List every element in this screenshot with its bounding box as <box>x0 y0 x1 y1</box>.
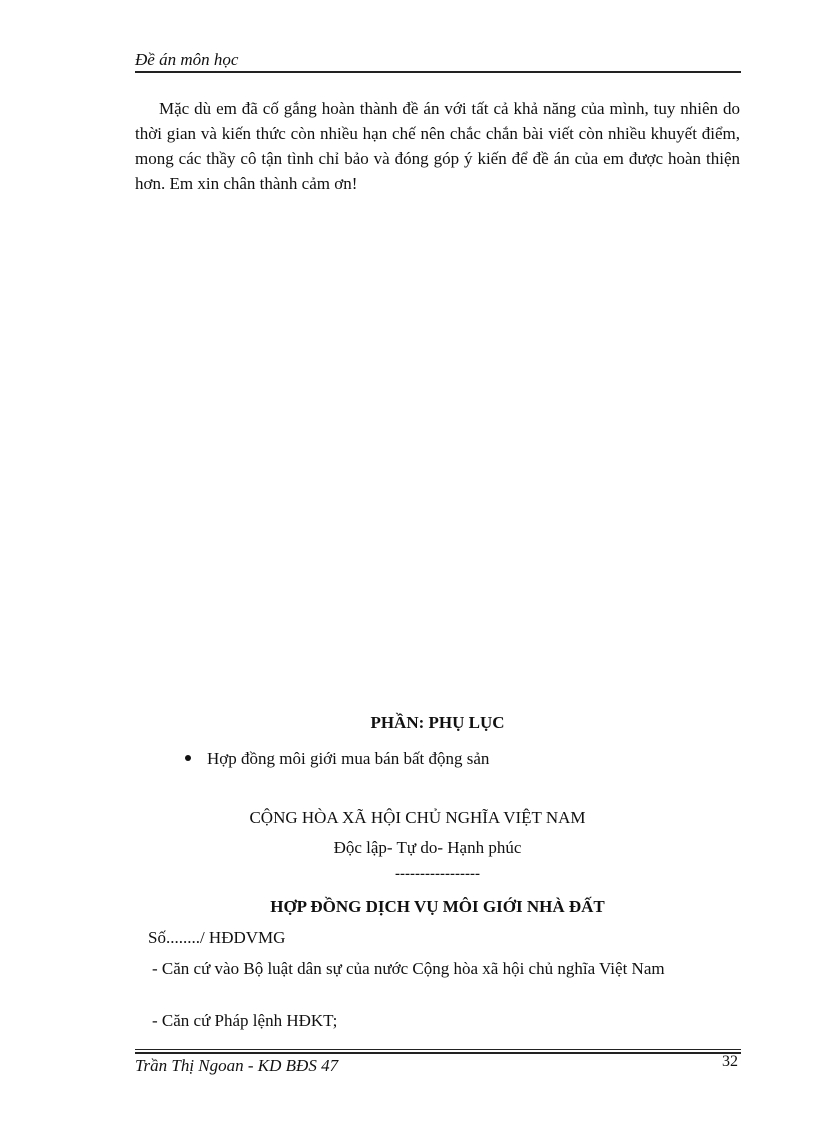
section-title: PHẦN: PHỤ LỤC <box>370 713 505 732</box>
contract-title: HỢP ĐỒNG DỊCH VỤ MÔI GIỚI NHÀ ĐẤT <box>270 897 605 916</box>
footer-rule <box>135 1052 741 1054</box>
header-title: Đề án môn học <box>135 50 239 69</box>
legal-basis-item: - Căn cứ vào Bộ luật dân sự của nước Cộng hòa xã hội chủ nghĩa Việt Nam <box>152 959 665 978</box>
header-rule <box>135 71 741 73</box>
footer-author: Trần Thị Ngoan - KD BĐS 47 <box>135 1056 339 1075</box>
separator: ----------------- <box>395 866 480 882</box>
bullet-item <box>185 749 489 769</box>
legal-basis-item: - Căn cứ Pháp lệnh HĐKT; <box>152 1011 338 1030</box>
motto: Độc lập- Tự do- Hạnh phúc <box>333 838 522 857</box>
footer-rule <box>135 1049 741 1050</box>
bullet-text: Hợp đồng môi giới mua bán bất động sản <box>207 749 490 768</box>
nation-heading: CỘNG HÒA XÃ HỘI CHỦ NGHĨA VIỆT NAM <box>249 808 586 827</box>
bullet-icon <box>185 755 191 761</box>
closing-paragraph: Mặc dù em đã cố gắng hoàn thành đề án với tất cả khả năng của mình, tuy nhiên do thời gian và kiến thức còn nhiều hạn chế nên chắc chắn bài viết còn nhiều khuyết điểm, mong các thầy cô tận tình chỉ bảo và đóng góp ý kiến để đề án của em được hoàn thiện hơn. Em xin chân thành cảm ơn! <box>135 99 740 193</box>
contract-number: Số......../ HĐDVMG <box>148 928 286 947</box>
page-number: 32 <box>722 1053 738 1070</box>
